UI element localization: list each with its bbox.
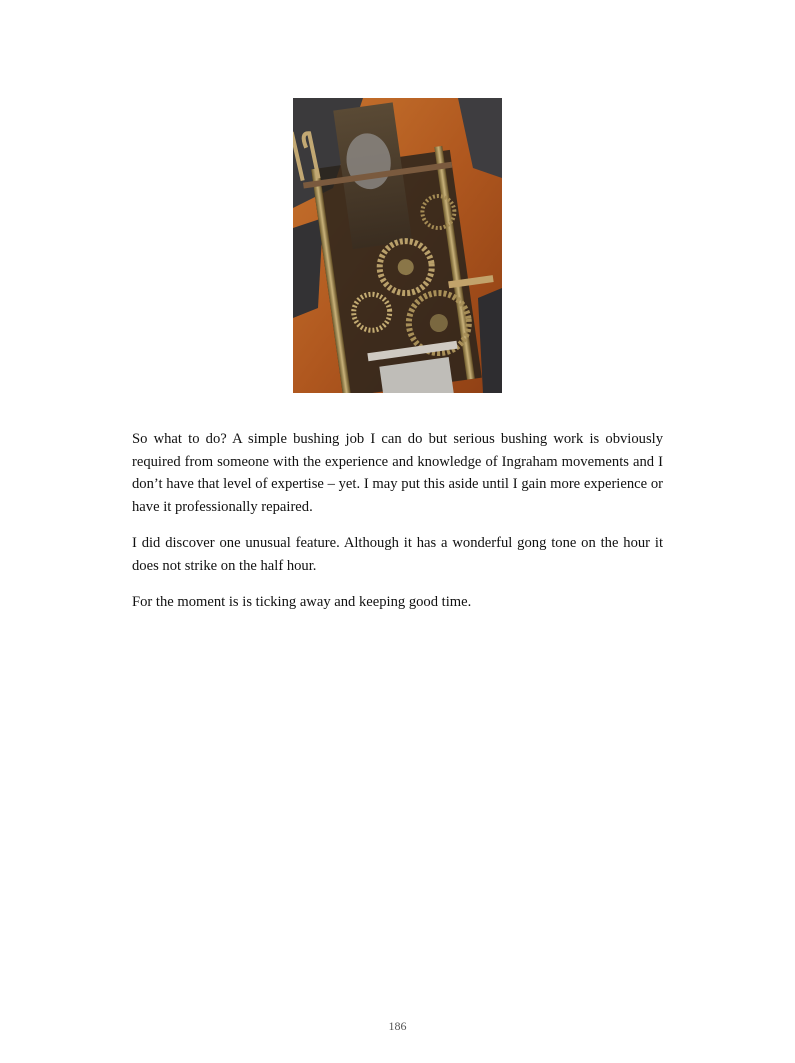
clock-movement-photo — [293, 98, 502, 393]
paragraph-3: For the moment is is ticking away and keeping good time. — [132, 594, 472, 610]
page-number: 186 — [388, 1019, 407, 1033]
paragraph-1: So what to do? A simple bushing job I can do but serious bushing work is obviously required from someone with the experience and knowledge of Ingraham movements and I don’t have that level of expertise – yet. I may put this aside until I gain more experience or have it professionally repaired. — [132, 431, 663, 515]
paragraph-2: I did discover one unusual feature. Although it has a wonderful gong tone on the hour it does not strike on the half hour. — [132, 535, 663, 574]
body-text — [132, 428, 663, 628]
